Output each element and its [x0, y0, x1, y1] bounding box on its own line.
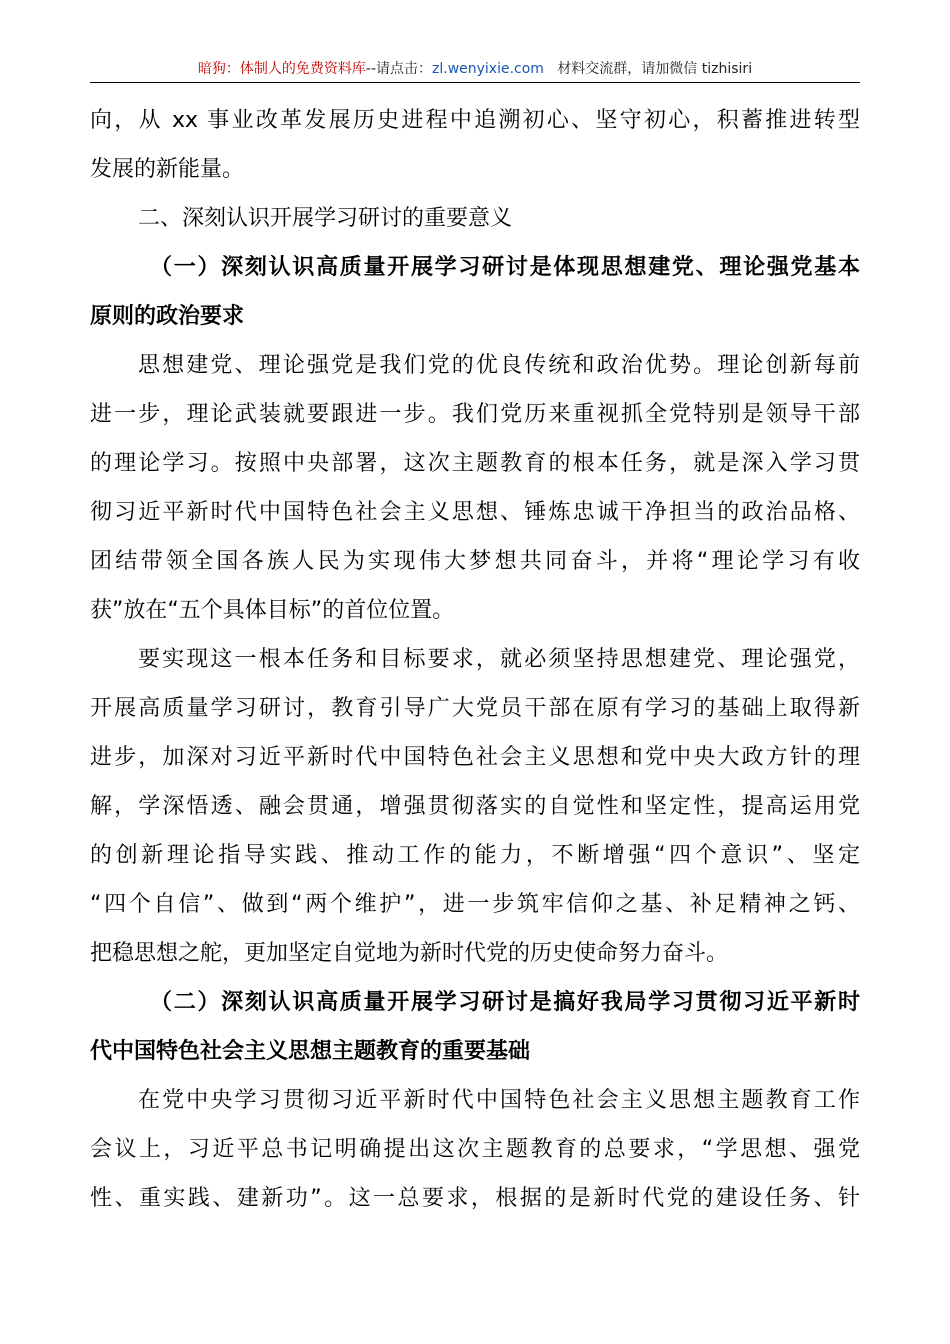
- body-line: 性、重实践、建新功”。这一总要求，根据的是新时代党的建设任务、针: [90, 1186, 860, 1211]
- body-line: 开展高质量学习研讨，教育引导广大党员干部在原有学习的基础上取得新: [90, 696, 860, 721]
- header-link-prefix: --请点击：: [365, 61, 432, 77]
- body-line: 进一步，理论武装就要跟进一步。我们党历来重视抓全党特别是领导干部: [90, 402, 860, 427]
- body-line: 的创新理论指导实践、推动工作的能力，不断增强“四个意识”、坚定: [90, 843, 860, 868]
- subsection-heading: 原则的政治要求: [90, 304, 245, 329]
- subsection-heading: （二）深刻认识高质量开展学习研讨是搞好我局学习贯彻习近平新时: [150, 990, 860, 1015]
- body-line: 解，学深悟透、融会贯通，增强贯彻落实的自觉性和坚定性，提高运用党: [90, 794, 860, 819]
- header-site-name: 暗狗：体制人的免费资料库: [197, 61, 366, 77]
- body-line: 思想建党、理论强党是我们党的优良传统和政治优势。理论创新每前: [138, 353, 860, 378]
- body-line: 要实现这一根本任务和目标要求，就必须坚持思想建党、理论强党，: [138, 647, 860, 672]
- body-line: “四个自信”、做到“两个维护”，进一步筑牢信仰之基、补足精神之钙、: [90, 892, 860, 917]
- body-line: 向，从 xx 事业改革发展历史进程中追溯初心、坚守初心，积蓄推进转型: [90, 108, 860, 133]
- subsection-heading: （一）深刻认识高质量开展学习研讨是体现思想建党、理论强党基本: [150, 255, 860, 280]
- body-line: 会议上，习近平总书记明确提出这次主题教育的总要求，“学思想、强党: [90, 1137, 860, 1162]
- header-divider: [90, 82, 860, 83]
- body-line: 把稳思想之舵，更加坚定自觉地为新时代党的历史使命努力奋斗。: [90, 941, 729, 966]
- header-link[interactable]: zl.wenyixie.com: [432, 61, 544, 77]
- body-line: 获”放在“五个具体目标”的首位位置。: [90, 598, 455, 623]
- subsection-heading: 代中国特色社会主义思想主题教育的重要基础: [90, 1039, 531, 1064]
- body-line: 在党中央学习贯彻习近平新时代中国特色社会主义思想主题教育工作: [138, 1088, 860, 1113]
- body-line: 团结带领全国各族人民为实现伟大梦想共同奋斗，并将“理论学习有收: [90, 549, 860, 574]
- page-header: [90, 58, 860, 80]
- header-wechat-note: 材料交流群，请加微信 tizhisiri: [557, 61, 753, 77]
- body-line: 进步，加深对习近平新时代中国特色社会主义思想和党中央大政方针的理: [90, 745, 860, 770]
- section-heading: 二、深刻认识开展学习研讨的重要意义: [138, 206, 513, 231]
- body-line: 彻习近平新时代中国特色社会主义思想、锤炼忠诚干净担当的政治品格、: [90, 500, 860, 525]
- body-line: 的理论学习。按照中央部署，这次主题教育的根本任务，就是深入学习贯: [90, 451, 860, 476]
- document-body: [90, 96, 860, 1223]
- body-line: 发展的新能量。: [90, 157, 245, 182]
